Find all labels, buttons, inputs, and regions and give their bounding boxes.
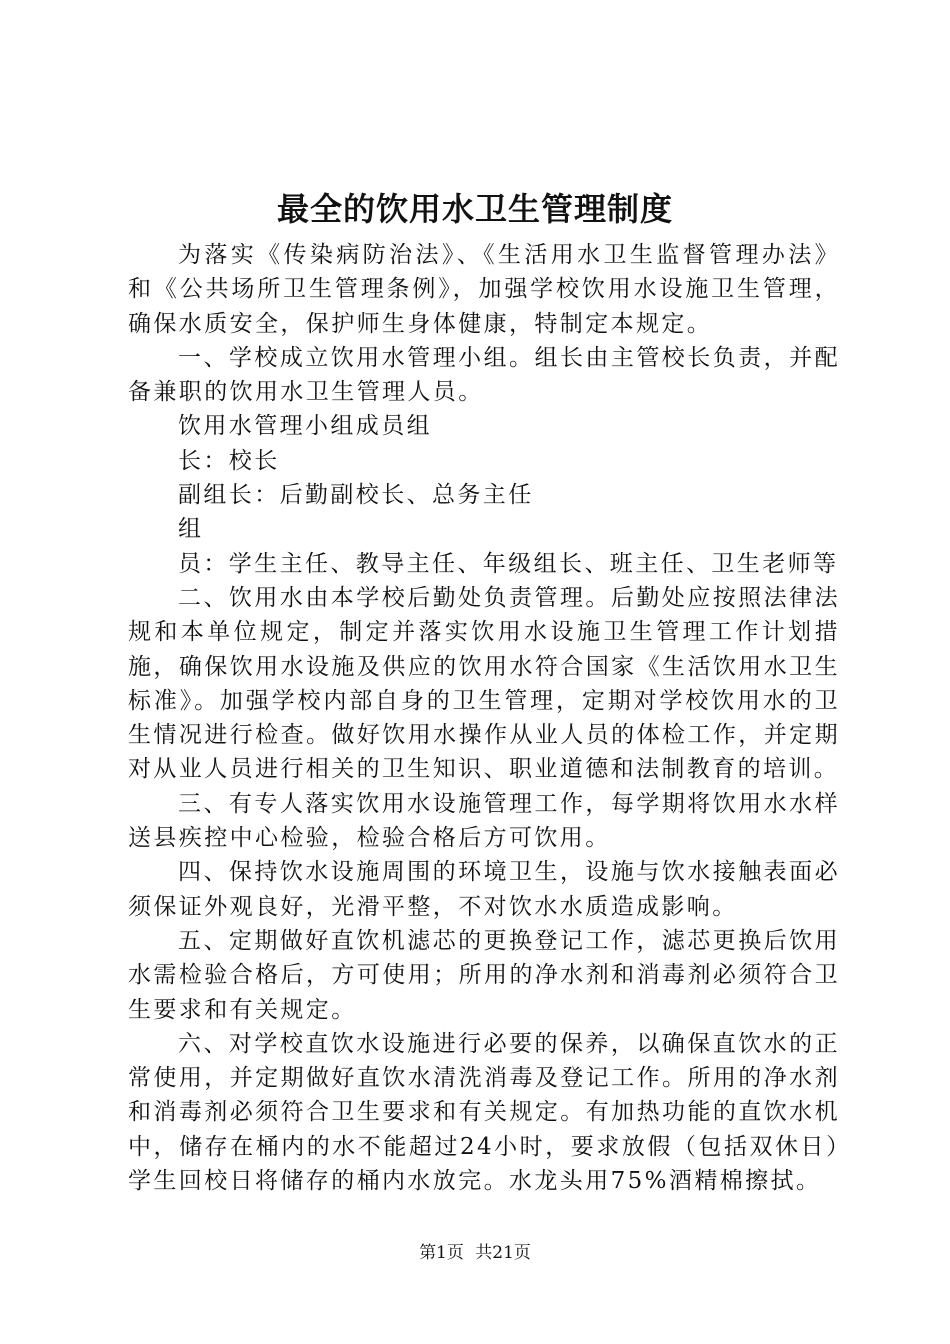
paragraph-6: 六、对学校直饮水设施进行必要的保养，以确保直饮水的正常使用，并定期做好直饮水清洗消毒及登记工作。所用的净水剂和消毒剂必须符合卫生要求和有关规定。有加热功能的直饮水机中，储存在桶内的水不能超过24小时，要求放假（包括双休日）学生回校日将储存的桶内水放完。水龙头用75%酒精棉擦拭。 bbox=[128, 1030, 840, 1195]
document-title: 最全的饮用水卫生管理制度 bbox=[276, 190, 673, 228]
document-body bbox=[128, 238, 840, 1198]
page-footer: 第1页 共21页 bbox=[419, 1243, 531, 1263]
paragraph-2: 二、饮用水由本学校后勤处负责管理。后勤处应按照法律法规和本单位规定，制定并落实饮用水设施卫生管理工作计划措施，确保饮用水设施及供应的饮用水符合国家《生活饮用水卫生标准》。加强学校内部自身的卫生管理，定期对学校饮用水的卫生情况进行检查。做好饮用水操作从业人员的体检工作，并定期对从业人员进行相关的卫生知识、职业道德和法制教育的培训。 bbox=[128, 584, 840, 783]
paragraph-1: 一、学校成立饮用水管理小组。组长由主管校长负责，并配备兼职的饮用水卫生管理人员。 bbox=[128, 344, 840, 406]
paragraph-3: 三、有专人落实饮用水设施管理工作，每学期将饮用水水样送县疾控中心检验，检验合格后方可饮用。 bbox=[128, 790, 840, 852]
vice-leader-line: 副组长：后勤副校长、总务主任 bbox=[178, 482, 534, 509]
paragraph-5: 五、定期做好直饮机滤芯的更换登记工作，滤芯更换后饮用水需检验合格后，方可使用；所用的净水剂和消毒剂必须符合卫生要求和有关规定。 bbox=[128, 927, 840, 1023]
members-heading: 饮用水管理小组成员组 bbox=[178, 413, 432, 440]
leader-line: 长：校长 bbox=[178, 447, 280, 474]
members-line: 员：学生主任、教导主任、年级组长、班主任、卫生老师等 bbox=[178, 550, 839, 577]
group-label: 组 bbox=[178, 516, 204, 543]
paragraph-4: 四、保持饮水设施周围的环境卫生，设施与饮水接触表面必须保证外观良好，光滑平整，不对饮水水质造成影响。 bbox=[128, 859, 840, 920]
intro-paragraph: 为落实《传染病防治法》、《生活用水卫生监督管理办法》和《公共场所卫生管理条例》，加强学校饮用水设施卫生管理，确保水质安全，保护师生身体健康，特制定本规定。 bbox=[128, 242, 840, 337]
